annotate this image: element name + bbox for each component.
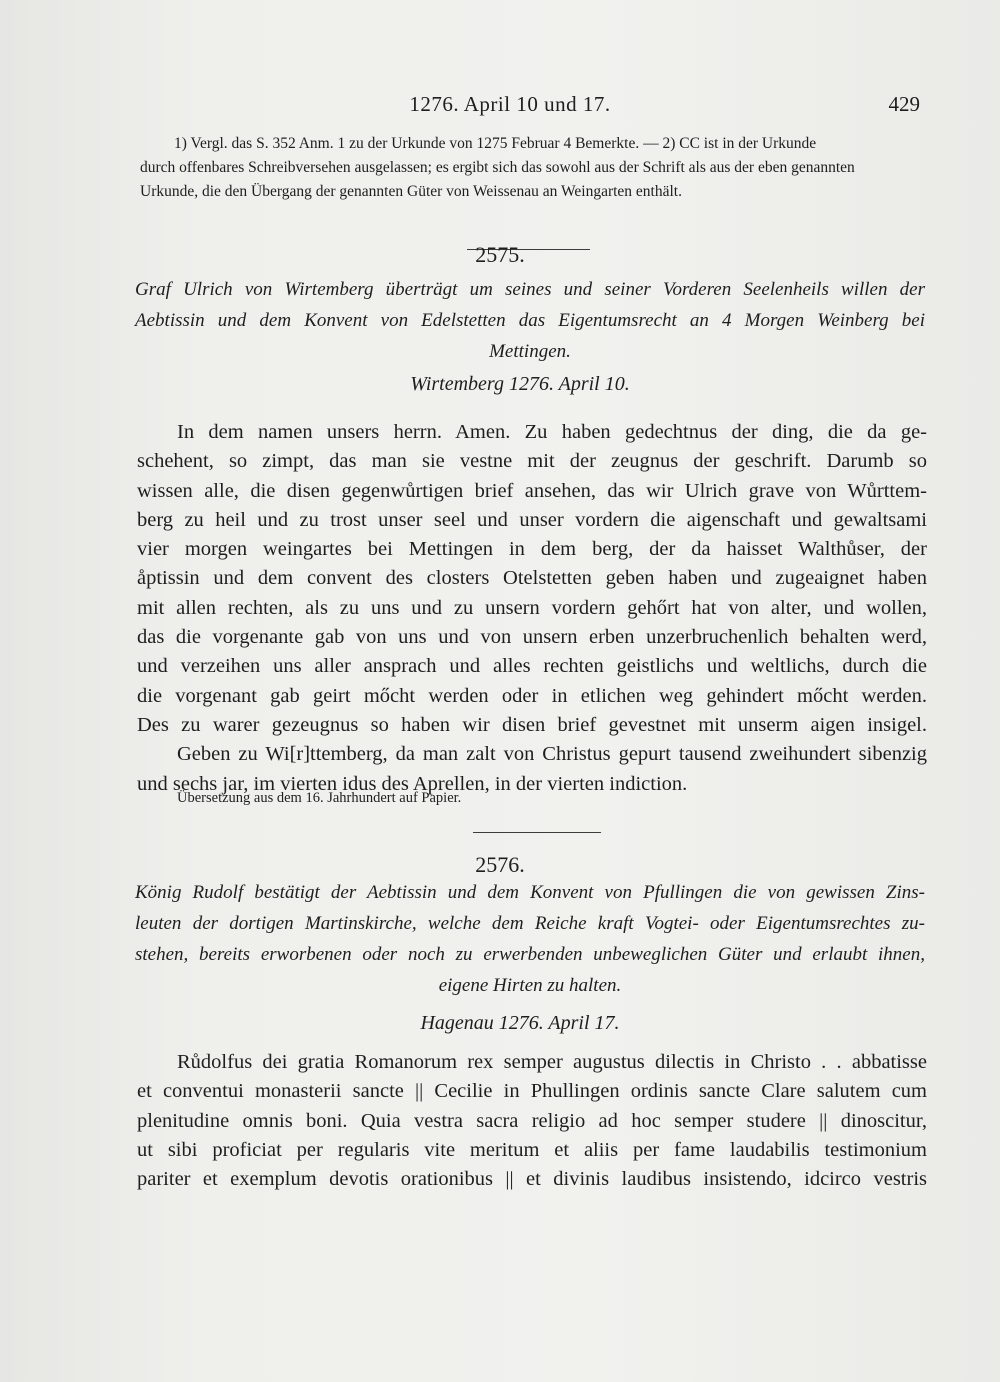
text-line: Geben zu Wi[r]ttemberg, da man zalt von Christus gepurt tausend zweihundert sibenzig — [177, 743, 927, 766]
place-date-line: Hagenau 1276. April 17. — [420, 1012, 620, 1034]
text-line: In dem namen unsers herrn. Amen. Zu haben gedechtnus der ding, die da ge- — [177, 421, 927, 443]
text-line: åptissin und dem convent des closters Otelstetten geben haben und zugeaignet haben — [137, 567, 927, 590]
charter-text — [137, 1048, 927, 1194]
text-line: pariter et exemplum devotis orationibus || et divinis laudibus insistendo, idcirco vestris — [137, 1168, 927, 1191]
place-date-line: Wirtemberg 1276. April 10. — [410, 373, 630, 395]
text-line: das die vorgenante gab von uns und von unsern erben unzerbruchenlich behalten werd, — [137, 626, 927, 649]
regest-line: Mettingen. — [489, 341, 571, 362]
footnote-line: 1) Vergl. das S. 352 Anm. 1 zu der Urkunde von 1275 Februar 4 Bemerkte. — 2) CC ist in der Urkunde — [174, 135, 817, 152]
running-title: 1276. April 10 und 17. — [409, 92, 611, 116]
regest-line: leuten der dortigen Martinskirche, welche dem Reiche kraft Vogtei- oder Eigentumsrechtes zu- — [135, 913, 925, 934]
regest-line: stehen, bereits erworbenen oder noch zu erwerbenden unbeweglichen Güter und erlaubt ihnen, — [135, 944, 925, 965]
text-line: plenitudine omnis boni. Quia vestra sacra religio ad hoc semper studere || dinoscitur, — [137, 1109, 927, 1132]
text-line: die vorgenant gab geirt mőcht werden oder in etlichen weg gehindert mőcht werden. — [137, 684, 927, 707]
regest-line: Graf Ulrich von Wirtemberg überträgt um seines und seiner Vorderen Seelenheils willen der — [135, 279, 925, 300]
regest-summary — [135, 274, 925, 367]
text-line: und sechs jar, im vierten idus des Aprellen, in der vierten indiction. — [137, 772, 688, 795]
text-line: et conventui monasterii sancte || Cecilie in Phullingen ordinis sancte Clare salutem cum — [137, 1080, 927, 1103]
regest-line: eigene Hirten zu halten. — [438, 975, 622, 996]
regest-summary — [135, 877, 925, 1001]
document-number: 2575. — [475, 242, 525, 267]
text-line: vier morgen weingartes bei Mettingen in dem berg, der da haisset Walthůser, der — [137, 538, 927, 561]
charter-text — [137, 418, 927, 799]
text-line: mit allen rechten, als zu uns und zu unsern vordern gehőrt hat von alter, und wollen, — [137, 596, 927, 619]
text-line: Růdolfus dei gratia Romanorum rex semper augustus dilectis in Christo . . abbatisse — [177, 1051, 927, 1073]
text-line: und verzeihen uns aller ansprach und alles rechten geistlichs und weltlichs, durch die — [137, 655, 927, 678]
section-divider — [473, 832, 601, 833]
regest-line: König Rudolf bestätigt der Aebtissin und dem Konvent von Pfullingen die von gewissen Zins- — [135, 882, 925, 903]
regest-line: Aebtissin und dem Konvent von Edelstetten das Eigentumsrecht an 4 Morgen Weinberg bei — [135, 310, 925, 331]
text-line: schehent, so zimpt, das man sie vestne mit der zeugnus der geschrift. Darumb so — [137, 450, 927, 473]
page-number: 429 — [888, 92, 920, 116]
footnote-line: durch offenbares Schreibversehen ausgelassen; es ergibt sich das sowohl aus der Schrift als aus der eben genannten — [140, 159, 855, 176]
footnotes — [140, 132, 925, 204]
document-number: 2576. — [475, 852, 525, 877]
text-line: berg zu heil und zu trost unser seel und unser vordern die aigenschaft und gewaltsami — [137, 508, 927, 531]
source-note: Übersetzung aus dem 16. Jahrhundert auf Papier. — [177, 790, 462, 806]
text-line: ut sibi proficiat per regularis vite meritum et aliis per fame laudabilis testimonium — [137, 1138, 927, 1161]
footnote-line: Urkunde, die den Übergang der genannten Güter von Weissenau an Weingarten enthält. — [140, 183, 682, 200]
text-line: Des zu warer gezeugnus so haben wir disen brief gevestnet mit unserm aigen insigel. — [137, 713, 927, 736]
text-line: wissen alle, die disen gegenwůrtigen brief ansehen, das wir Ulrich grave von Wůrttem- — [137, 479, 927, 502]
